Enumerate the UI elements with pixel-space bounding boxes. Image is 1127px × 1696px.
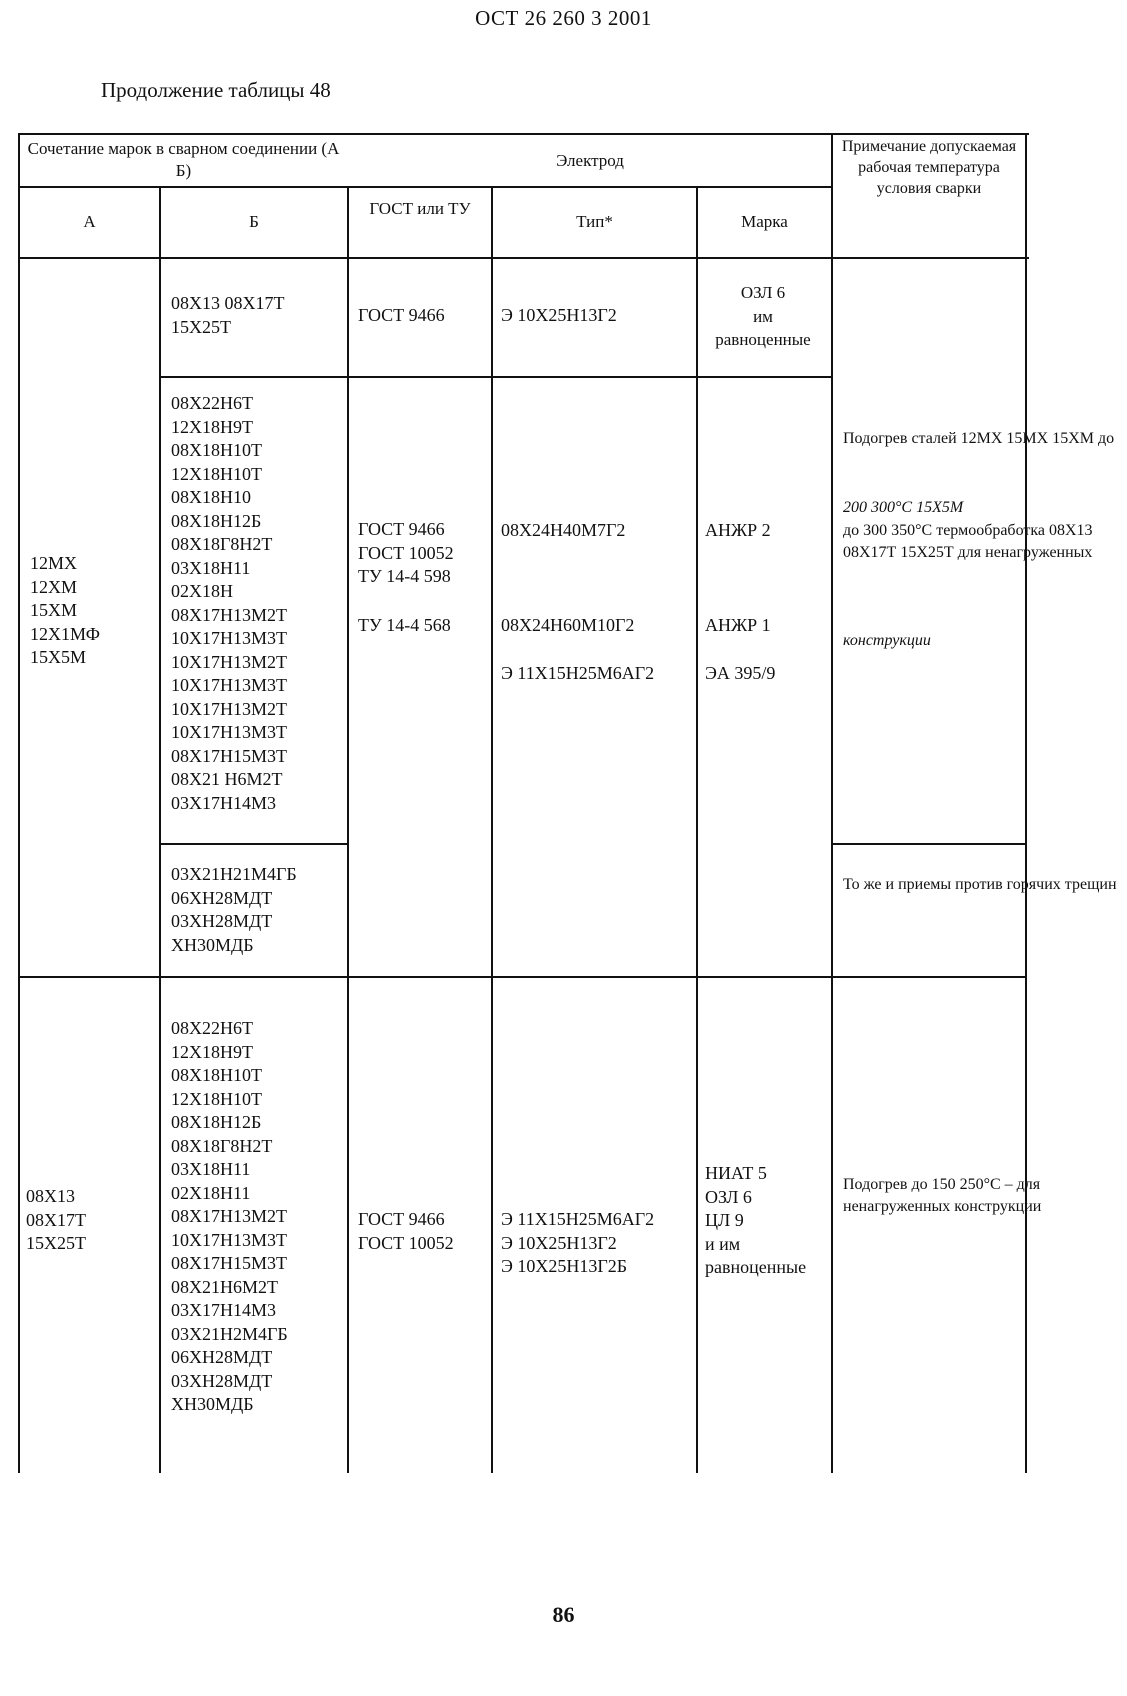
row2-mark-3: ЭА 395/9	[705, 663, 776, 683]
row1-mark: ОЗЛ 6 им равноценные	[715, 283, 811, 349]
header-col-type: Тип*	[576, 212, 613, 231]
group2-mark: НИАТ 5 ОЗЛ 6 ЦЛ 9 и им равноценные	[705, 1163, 807, 1277]
table-caption: Продолжение таблицы 48	[101, 78, 331, 102]
page-number: 86	[552, 1602, 575, 1627]
row2-note-part1: Подогрев сталей 12МХ 15МХ 15ХМ до	[843, 430, 1115, 447]
group2-note: Подогрев до 150 250°С – для ненагруженных конструкции	[843, 1176, 1042, 1215]
col-note-left-border	[831, 133, 833, 1473]
row2-note-part4: конструкции	[843, 632, 931, 649]
row3-steel-b: 03Х21Н21М4ГБ 06ХН28МДТ 03ХН28МДТ ХН30МДБ	[171, 864, 297, 955]
group2-steel-b: 08Х22Н6Т 12Х18Н9Т 08Х18Н10Т 12Х18Н10Т 08Х18Н12Б 08Х18Г8Н2Т 03Х18Н11 02Х18Н11 08Х17Н13М2Т 10Х17Н13М3Т 08Х17Н15М3Т 08Х21Н6М2Т 03Х17Н14М3 03Х21Н2М4ГБ 06ХН28МДТ 03ХН28МДТ ХН30МДБ	[171, 1018, 288, 1414]
row2-type-1: 08Х24Н40М7Г2	[501, 520, 626, 540]
row2-steel-b: 08Х22Н6Т 12Х18Н9Т 08Х18Н10Т 12Х18Н10Т 08Х18Н10 08Х18Н12Б 08Х18Г8Н2Т 03Х18Н11 02Х18Н 08Х17Н13М2Т 10Х17Н13М3Т 10Х17Н13М2Т 10Х17Н13М3Т 10Х17Н13М2Т 10Х17Н13М3Т 08Х17Н15М3Т 08Х21 Н6М2Т 03Х17Н14М3	[171, 393, 287, 813]
header-col-a: А	[83, 212, 96, 231]
col-mark-left-border	[696, 186, 698, 1473]
header-electrode: Электрод	[556, 151, 624, 170]
header-combo: Сочетание марок в сварном соединении (А Б)	[27, 139, 340, 180]
row1-steel-b: 08Х13 08Х17Т 15Х25Т	[171, 293, 285, 337]
header-separator	[18, 186, 833, 188]
table-right-border	[1025, 133, 1027, 1473]
row1-gost: ГОСТ 9466	[358, 305, 445, 325]
header-bottom-border	[18, 257, 1029, 259]
group2-steel-a: 08Х13 08Х17Т 15Х25Т	[26, 1186, 86, 1253]
row2-note-part2: 200 300°С 15Х5М	[843, 499, 964, 516]
table-left-border	[18, 133, 20, 1473]
row1-separator	[159, 376, 832, 378]
col-type-left-border	[491, 186, 493, 1473]
group2-type: Э 11Х15Н25М6АГ2 Э 10Х25Н13Г2 Э 10Х25Н13Г2Б	[501, 1209, 655, 1276]
header-note: Примечание допускаемая рабочая температура условия сварки	[841, 138, 1017, 197]
header-col-gost: ГОСТ или ТУ	[369, 199, 471, 218]
group1-steel-a: 12МХ 12ХМ 15ХМ 12Х1МФ 15Х5М	[30, 553, 100, 667]
row1-type: Э 10Х25Н13Г2	[501, 305, 617, 325]
row2-mark-2: АНЖР 1	[705, 615, 771, 635]
group-separator	[18, 976, 1026, 978]
row2-type-2: 08Х24Н60М10Г2	[501, 615, 635, 635]
row2-separator-note	[831, 843, 1026, 845]
col-b-left-border	[159, 186, 161, 1473]
header-col-mark: Марка	[741, 212, 788, 231]
row3-note: То же и приемы против горячих трещин	[843, 876, 1117, 893]
document-header: ОСТ 26 260 3 2001	[475, 6, 652, 30]
row2-gost-1: ГОСТ 9466 ГОСТ 10052 ТУ 14-4 598	[358, 519, 454, 586]
table-top-border	[18, 133, 1029, 135]
row2-separator-b	[159, 843, 347, 845]
col-gost-left-border	[347, 186, 349, 1473]
row2-note-part3: до 300 350°С термообработка 08Х13 08Х17Т 15Х25Т для ненагруженных	[843, 522, 1093, 561]
row2-gost-2: ТУ 14-4 568	[358, 615, 451, 635]
group2-gost: ГОСТ 9466 ГОСТ 10052	[358, 1209, 454, 1253]
header-col-b: Б	[249, 212, 259, 231]
row2-type-3: Э 11Х15Н25М6АГ2	[501, 663, 655, 683]
row2-mark-1: АНЖР 2	[705, 520, 771, 540]
